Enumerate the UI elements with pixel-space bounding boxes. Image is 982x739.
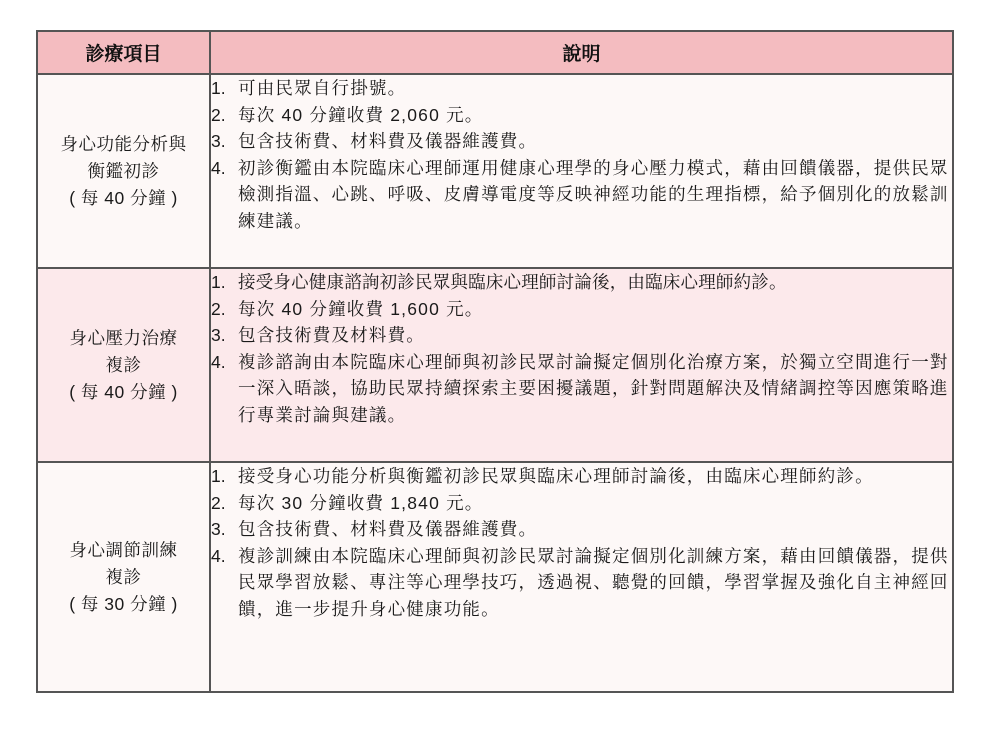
list-number: 4. [211, 157, 226, 178]
item-duration: ( 每 40 分鐘 ) [69, 381, 178, 402]
item-name-line: 身心功能分析與 [60, 133, 187, 154]
list-text: 每次 40 分鐘收費 1,600 元。 [238, 298, 484, 319]
list-text: 包含技術費及材料費。 [238, 325, 425, 345]
list-item [211, 75, 952, 102]
list-item [211, 269, 952, 296]
list-number: 3. [211, 519, 226, 539]
list-item [211, 128, 952, 155]
list-number: 2. [211, 492, 226, 513]
description-list [211, 463, 952, 622]
list-number: 4. [211, 545, 226, 566]
header-row [37, 31, 953, 74]
list-text: 每次 40 分鐘收費 2,060 元。 [238, 104, 484, 125]
item-name-line: 身心壓力治療 [69, 327, 178, 348]
item-cell [37, 268, 210, 462]
service-fee-table [36, 30, 954, 693]
list-item [211, 155, 952, 235]
list-text: 接受身心健康諮詢初診民眾與臨床心理師討論後，由臨床心理師約診。 [238, 272, 787, 292]
list-text: 包含技術費、材料費及儀器維護費。 [238, 519, 538, 539]
list-number: 3. [211, 131, 226, 151]
item-name-line: 身心調節訓練 [69, 539, 178, 560]
list-item [211, 463, 952, 490]
item-name-line: 衡鑑初診 [87, 160, 160, 181]
list-item [211, 322, 952, 349]
list-item [211, 543, 952, 623]
list-number: 3. [211, 325, 226, 345]
list-text: 複診訓練由本院臨床心理師與初診民眾討論擬定個別化訓練方案，藉由回饋儀器，提供民眾學習放鬆、專注等心理學技巧，透過視、聽覺的回饋，學習掌握及強化自主神經回饋，進一步提升身心健康功能。 [238, 545, 949, 619]
list-text: 可由民眾自行掛號。 [238, 78, 407, 98]
list-item [211, 102, 952, 129]
list-item [211, 516, 952, 543]
list-text: 初診衡鑑由本院臨床心理師運用健康心理學的身心壓力模式，藉由回饋儀器，提供民眾檢測指溫、心跳、呼吸、皮膚導電度等反映神經功能的生理指標，給予個別化的放鬆訓練建議。 [238, 157, 949, 231]
item-name-line: 複診 [105, 354, 142, 375]
item-cell [37, 462, 210, 692]
item-name-line: 複診 [105, 566, 142, 587]
table-row [37, 268, 953, 462]
list-number: 2. [211, 104, 226, 125]
list-text: 接受身心功能分析與衡鑑初診民眾與臨床心理師討論後，由臨床心理師約診。 [238, 466, 874, 486]
item-duration: ( 每 40 分鐘 ) [69, 187, 178, 208]
list-item [211, 296, 952, 323]
list-text: 包含技術費、材料費及儀器維護費。 [238, 131, 538, 151]
list-text: 每次 30 分鐘收費 1,840 元。 [238, 492, 484, 513]
table-row [37, 74, 953, 268]
list-number: 1. [211, 78, 226, 98]
item-cell [37, 74, 210, 268]
description-list [211, 75, 952, 234]
header-description: 說明 [210, 31, 953, 74]
list-number: 2. [211, 298, 226, 319]
description-cell [210, 462, 953, 692]
header-item: 診療項目 [37, 31, 210, 74]
list-number: 1. [211, 466, 226, 486]
list-text: 複診諮詢由本院臨床心理師與初診民眾討論擬定個別化治療方案，於獨立空間進行一對一深入晤談，協助民眾持續探索主要困擾議題，針對問題解決及情緒調控等因應策略進行專業討論與建議。 [238, 351, 949, 425]
list-number: 4. [211, 351, 226, 372]
list-item [211, 490, 952, 517]
description-list [211, 269, 952, 428]
table-row [37, 462, 953, 692]
list-item [211, 349, 952, 429]
list-number: 1. [211, 272, 226, 292]
description-cell [210, 74, 953, 268]
description-cell [210, 268, 953, 462]
item-duration: ( 每 30 分鐘 ) [69, 593, 178, 614]
